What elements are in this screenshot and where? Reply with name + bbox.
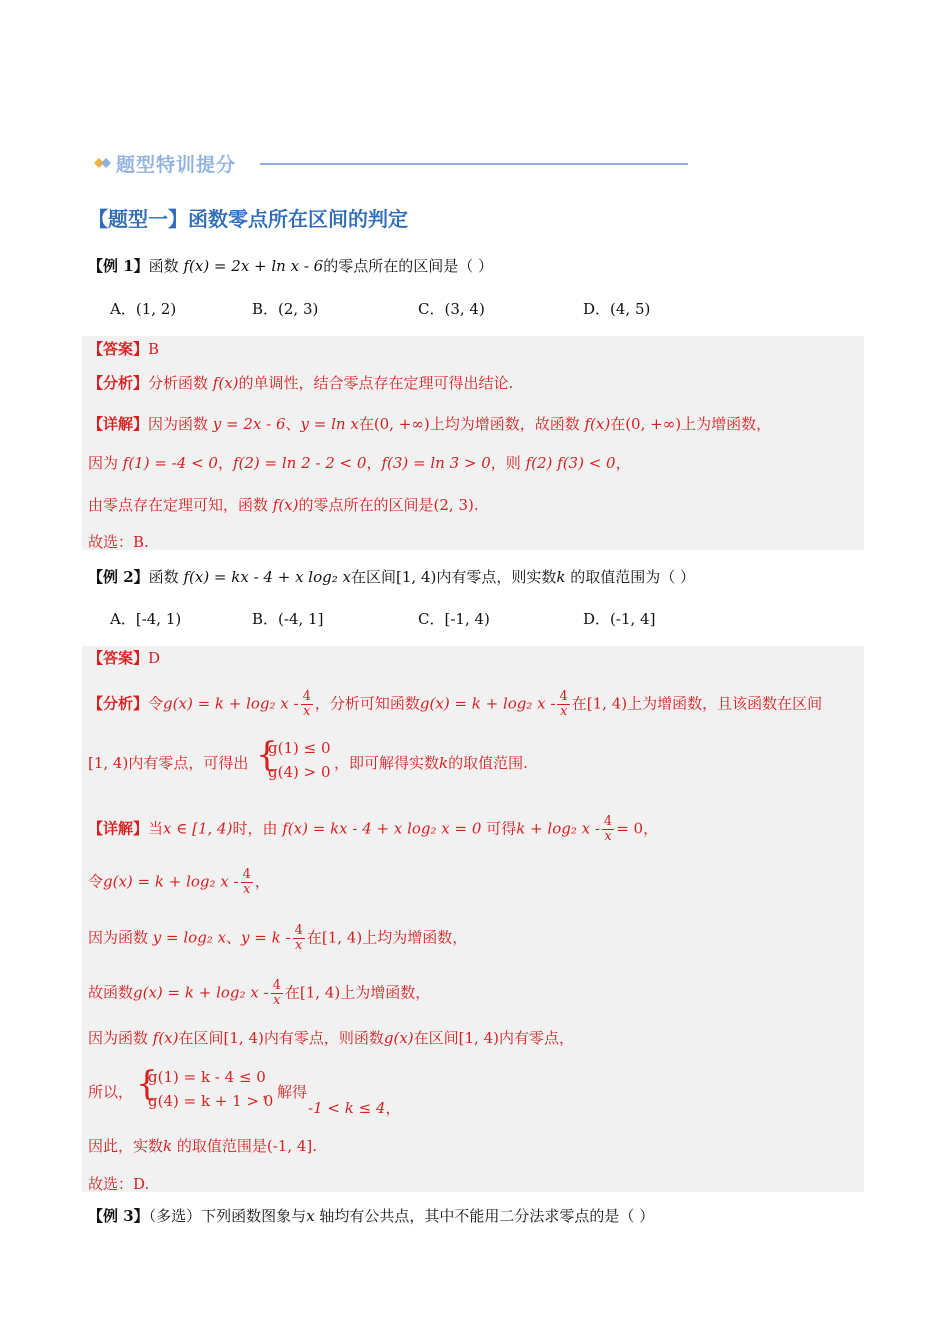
ex2-detail-line6a: 所以， xyxy=(88,1083,134,1101)
ex2-brace-2: { xyxy=(136,1064,158,1104)
diamond-icon xyxy=(88,154,114,172)
ex2-detail-line6b: ，解得 xyxy=(262,1083,308,1101)
ex1-solution-box xyxy=(82,336,864,550)
ex2-option-c[interactable]: C．[-1, 4) xyxy=(418,610,490,628)
type-title: 【题型一】函数零点所在区间的判定 xyxy=(88,207,408,231)
ex1-detail-line3: 由零点存在定理可知，函数 f(x)的零点所在的区间是(2, 3). xyxy=(88,496,479,514)
ex1-detail-line1: 【详解】因为函数 y = 2x - 6、y = ln x在(0, +∞)上均为增函数，故函数 f(x)在(0, +∞)上为增函数， xyxy=(88,415,772,433)
ex2-detail-line1: 【详解】当x ∈ [1, 4)时，由 f(x) = kx - 4 + x log₂ x = 0 可得k + log₂ x - $\frac{4}{x}$ = 0， xyxy=(88,814,659,844)
section-title: 题型特训提分 xyxy=(116,154,237,176)
ex2-detail-line3: 因为函数 y = log₂ x、y = k - $\frac{4}{x}$ 在[1, 4)上均为增函数， xyxy=(88,923,468,953)
ex1-option-d[interactable]: D．(4, 5) xyxy=(583,300,651,318)
ex2-option-b[interactable]: B．(-4, 1] xyxy=(252,610,324,628)
section-header xyxy=(88,148,688,178)
ex1-answer: 【答案】B xyxy=(88,340,160,358)
ex2-sys1-row2: g(4) > 0 xyxy=(268,763,331,781)
ex1-analysis: 【分析】分析函数 f(x)的单调性，结合零点存在定理可得出结论. xyxy=(88,374,514,392)
ex2-detail-line7: 因此，实数k 的取值范围是(-1, 4]. xyxy=(88,1137,318,1155)
ex2-choose: 故选：D. xyxy=(88,1175,150,1193)
ex2-detail-line2: 令g(x) = k + log₂ x - $\frac{4}{x}$ ， xyxy=(88,867,270,897)
ex1-choose: 故选：B. xyxy=(88,533,149,551)
ex3-stem: 【例 3】（多选）下列函数图象与x 轴均有公共点，其中不能用二分法求零点的是（ ） xyxy=(88,1207,655,1225)
section-divider xyxy=(260,163,688,165)
ex2-sys2-row1: g(1) = k - 4 ≤ 0 xyxy=(148,1068,266,1086)
ex2-analysis-line1: 【分析】令g(x) = k + log₂ x - $\frac{4}{x}$ ，分析可知函数g(x) = k + log₂ x - $\frac{4}{x}$ 在[1, 4)上为增函数，且该函数在区间 xyxy=(88,689,823,719)
ex2-detail-line4: 故函数g(x) = k + log₂ x - $\frac{4}{x}$ 在[1, 4)上为增函数， xyxy=(88,978,431,1008)
ex1-option-b[interactable]: B．(2, 3) xyxy=(252,300,319,318)
ex1-option-a[interactable]: A．(1, 2) xyxy=(110,300,177,318)
ex2-sys1-row1: g(1) ≤ 0 xyxy=(268,739,331,757)
ex2-analysis-line2: [1, 4)内有零点，可得出 xyxy=(88,754,249,772)
ex2-analysis-line2b: ，即可解得实数k的取值范围. xyxy=(334,754,528,772)
ex2-option-d[interactable]: D．(-1, 4] xyxy=(583,610,656,628)
ex2-detail-line5: 因为函数 f(x)在区间[1, 4)内有零点，则函数g(x)在区间[1, 4)内有零点， xyxy=(88,1029,574,1047)
ex2-sys2-row2: g(4) = k + 1 > 0 xyxy=(148,1092,274,1110)
ex2-answer: 【答案】D xyxy=(88,649,161,667)
ex1-option-c[interactable]: C．(3, 4) xyxy=(418,300,485,318)
ex2-brace-1: { xyxy=(256,735,278,775)
ex2-option-a[interactable]: A．[-4, 1) xyxy=(110,610,182,628)
ex1-stem: 【例 1】函数 f(x) = 2x + ln x - 6的零点所在的区间是（ ） xyxy=(88,257,493,275)
ex1-detail-line2: 因为 f(1) = -4 < 0，f(2) = ln 2 - 2 < 0，f(3) = ln 3 > 0，则 f(2) f(3) < 0， xyxy=(88,454,631,472)
ex2-stem: 【例 2】函数 f(x) = kx - 4 + x log₂ x在区间[1, 4)内有零点，则实数k 的取值范围为（ ） xyxy=(88,568,695,586)
ex2-detail-line6c: -1 < k ≤ 4， xyxy=(308,1099,401,1117)
